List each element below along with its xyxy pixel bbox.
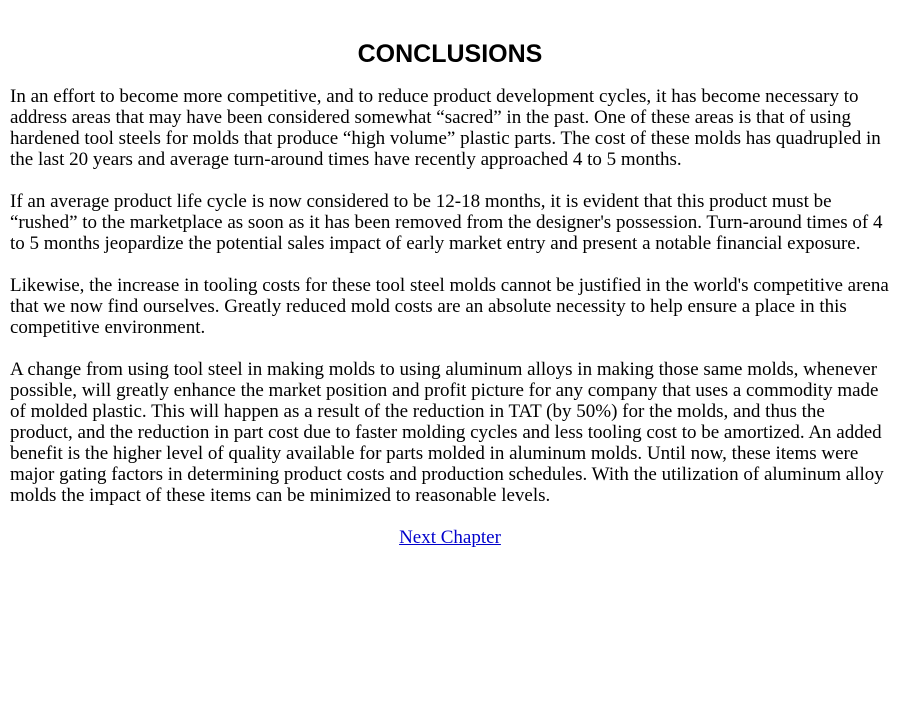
document-page bbox=[0, 38, 900, 549]
page-title: CONCLUSIONS bbox=[357, 40, 543, 68]
paragraph-3: Likewise, the increase in tooling costs for these tool steel molds cannot be justified in the world's competitive arena that we now find ourselves. Greatly reduced mold costs are an absolute necessity to help ensure a place in this competitive environment. bbox=[10, 275, 889, 338]
paragraph-4: A change from using tool steel in making molds to using aluminum alloys in making those same molds, whenever possible, will greatly enhance the market position and profit picture for any company that uses a commodity made of molded plastic. This will happen as a result of the reduction in TAT (by 50%) for the molds, and thus the product, and the reduction in part cost due to faster molding cycles and less tooling cost to be amortized. An added benefit is the higher level of quality available for parts molded in aluminum molds. Until now, these items were major gating factors in determining product costs and production schedules. With the utilization of aluminum alloy molds the impact of these items can be minimized to reasonable levels. bbox=[10, 359, 884, 506]
next-chapter-container bbox=[10, 527, 890, 549]
paragraph-1: In an effort to become more competitive, and to reduce product development cycles, it has become necessary to address areas that may have been considered somewhat “sacred” in the past. One of these areas is that of using hardened tool steels for molds that produce “high volume” plastic parts. The cost of these molds has quadrupled in the last 20 years and average turn-around times have recently approached 4 to 5 months. bbox=[10, 86, 881, 170]
paragraph-2: If an average product life cycle is now considered to be 12-18 months, it is evident that this product must be “rushed” to the marketplace as soon as it has been removed from the designer's possession. Turn-around times of 4 to 5 months jeopardize the potential sales impact of early market entry and present a notable financial exposure. bbox=[10, 191, 883, 254]
next-chapter-link[interactable]: Next Chapter bbox=[399, 527, 501, 548]
